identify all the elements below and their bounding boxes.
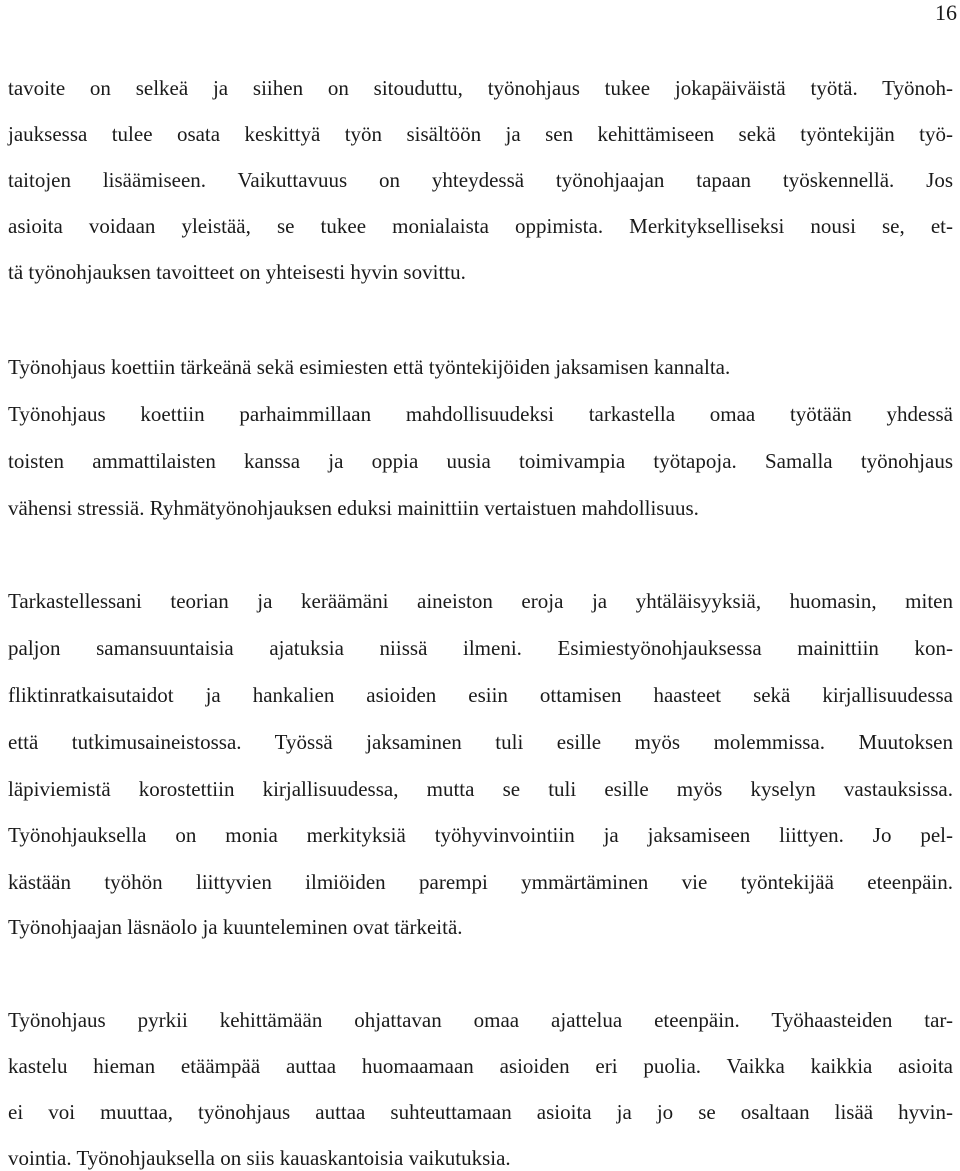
text-line: Työnohjaus pyrkii kehittämään ohjattavan omaa ajattelua eteenpäin. Työhaasteiden tar- — [8, 1008, 953, 1032]
text-line: ei voi muuttaa, työnohjaus auttaa suhteuttamaan asioita ja jo se osaltaan lisää hyvin- — [8, 1100, 953, 1124]
page-number: 16 — [935, 0, 957, 25]
text-line: läpiviemistä korostettiin kirjallisuudessa, mutta se tuli esille myös kyselyn vastauksissa. — [8, 777, 953, 801]
text-line: taitojen lisäämiseen. Vaikuttavuus on yhteydessä työnohjaajan tapaan työskennellä. Jos — [8, 168, 953, 192]
text-line: kästään työhön liittyvien ilmiöiden parempi ymmärtäminen vie työntekijää eteenpäin. — [8, 870, 953, 894]
text-line: Työnohjaajan läsnäolo ja kuunteleminen ovat tärkeitä. — [8, 915, 463, 939]
text-line: vähensi stressiä. Ryhmätyönohjauksen eduksi mainittiin vertaistuen mahdollisuus. — [8, 496, 699, 520]
text-line: Työnohjauksella on monia merkityksiä työhyvinvointiin ja jaksamiseen liittyen. Jo pel- — [8, 823, 953, 847]
text-line: toisten ammattilaisten kanssa ja oppia uusia toimivampia työtapoja. Samalla työnohjaus — [8, 449, 953, 473]
text-line: jauksessa tulee osata keskittyä työn sisältöön ja sen kehittämiseen sekä työntekijän työ- — [8, 122, 953, 146]
text-line: Työnohjaus koettiin tärkeänä sekä esimiesten että työntekijöiden jaksamisen kannalta. — [8, 355, 731, 379]
text-line: Tarkastellessani teorian ja keräämäni aineiston eroja ja yhtäläisyyksiä, huomasin, miten — [8, 589, 953, 613]
text-line: tä työnohjauksen tavoitteet on yhteisesti hyvin sovittu. — [8, 260, 466, 284]
text-line: asioita voidaan yleistää, se tukee monialaista oppimista. Merkitykselliseksi nousi se, et- — [8, 214, 953, 238]
text-line: vointia. Työnohjauksella on siis kauaskantoisia vaikutuksia. — [8, 1146, 511, 1170]
text-line: kastelu hieman etäämpää auttaa huomaamaan asioiden eri puolia. Vaikka kaikkia asioita — [8, 1054, 953, 1078]
text-line: tavoite on selkeä ja siihen on sitouduttu, työnohjaus tukee jokapäiväistä työtä. Työnoh- — [8, 76, 953, 100]
text-line: Työnohjaus koettiin parhaimmillaan mahdollisuudeksi tarkastella omaa työtään yhdessä — [8, 402, 953, 426]
text-line: fliktinratkaisutaidot ja hankalien asioiden esiin ottamisen haasteet sekä kirjallisuudessa — [8, 683, 953, 707]
text-line: että tutkimusaineistossa. Työssä jaksaminen tuli esille myös molemmissa. Muutoksen — [8, 730, 953, 754]
text-line: paljon samansuuntaisia ajatuksia niissä ilmeni. Esimiestyönohjauksessa mainittiin kon- — [8, 636, 953, 660]
